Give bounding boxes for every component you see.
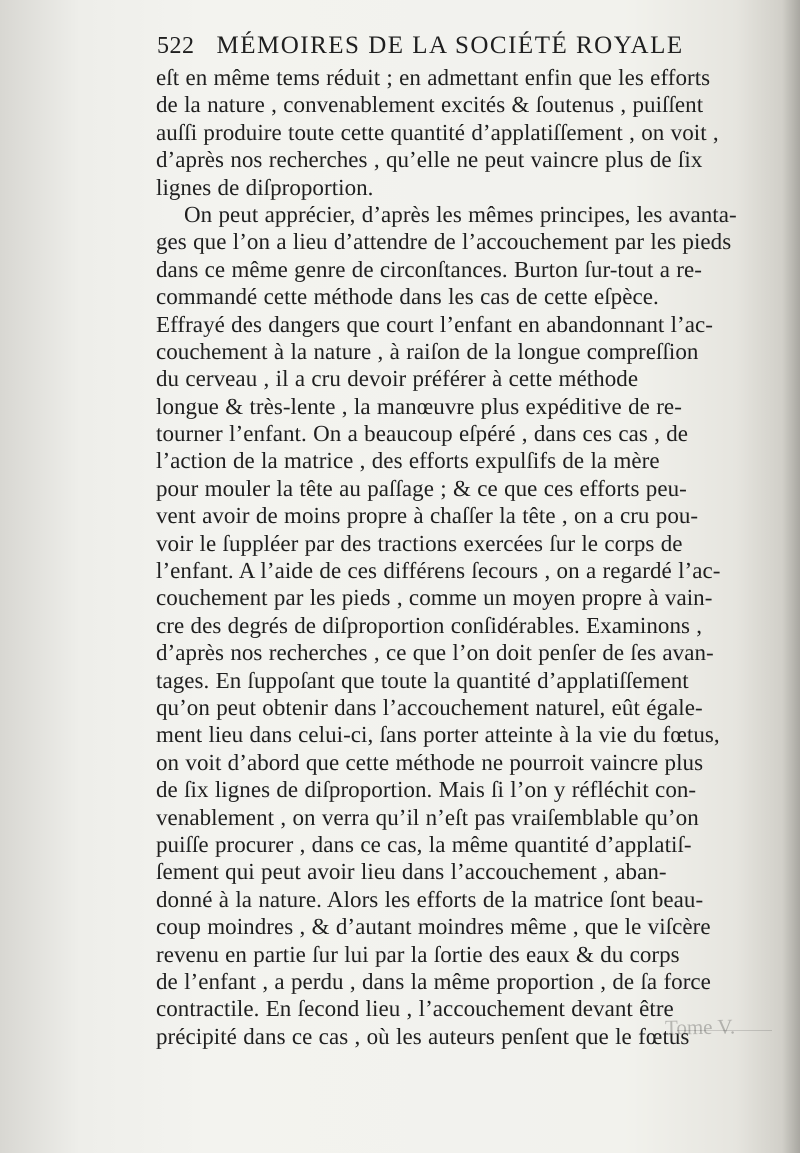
text-line: précipité dans ce cas , où les auteurs penſent que le fœtus	[156, 1023, 690, 1049]
text-line: commandé cette méthode dans les cas de cette eſpèce.	[156, 284, 659, 310]
text-line: ment lieu dans celui-ci, ſans porter atteinte à la vie du fœtus,	[156, 722, 720, 748]
text-line: de l’enfant , a perdu , dans la même proportion , de ſa force	[156, 968, 711, 994]
running-title: MÉMOIRES DE LA SOCIÉTÉ ROYALE	[216, 32, 684, 59]
text-line: venablement , on verra qu’il n’eſt pas vraiſemblable qu’on	[156, 804, 699, 830]
page-number: 522	[157, 33, 195, 59]
text-line: couchement à la nature , à raiſon de la longue compreſſion	[156, 338, 699, 364]
text-line: voir le ſuppléer par des tractions exercées ſur le corps de	[156, 530, 683, 556]
text-line: revenu en partie ſur lui par la ſortie des eaux & du corps	[156, 941, 680, 967]
text-line: ſement qui peut avoir lieu dans l’accouchement , aban-	[156, 859, 667, 885]
text-line: couchement par les pieds , comme un moyen propre à vain-	[156, 585, 713, 611]
text-line: Effrayé des dangers que court l’enfant en abandonnant l’ac-	[156, 311, 713, 337]
text-line: puiſſe procurer , dans ce cas, la même quantité d’applatiſ-	[156, 831, 692, 857]
paragraph-start: On peut apprécier, d’après les mêmes principes, les avanta-	[184, 201, 737, 227]
text-line: tourner l’enfant. On a beaucoup eſpéré , dans ces cas , de	[156, 421, 689, 447]
text-line: qu’on peut obtenir dans l’accouchement naturel, eût égale-	[156, 694, 703, 720]
page-header	[157, 32, 757, 60]
text-line: dans ce même genre de circonſtances. Burton ſur-tout a re-	[156, 256, 702, 282]
text-line: l’enfant. A l’aide de ces différens ſecours , on a regardé l’ac-	[156, 558, 721, 584]
text-line: donné à la nature. Alors les efforts de la matrice ſont beau-	[156, 886, 704, 912]
text-line: vent avoir de moins propre à chaſſer la tête , on a cru pou-	[156, 503, 699, 529]
text-line: longue & très-lente , la manœuvre plus expéditive de re-	[156, 393, 682, 419]
text-line: du cerveau , il a cru devoir préférer à cette méthode	[156, 366, 639, 392]
text-line: on voit d’abord que cette méthode ne pourroit vaincre plus	[156, 749, 704, 775]
text-line: coup moindres , & d’autant moindres même , que le viſcère	[156, 914, 711, 940]
text-line: tages. En ſuppoſant que toute la quantité d’applatiſſement	[156, 667, 689, 693]
text-line: lignes de diſproportion.	[156, 174, 374, 200]
page-text	[156, 64, 772, 1050]
text-line: de la nature , convenablement excités & ſoutenus , puiſſent	[156, 92, 704, 118]
text-line: pour mouler la tête au paſſage ; & ce que ces efforts peu-	[156, 475, 687, 501]
text-line: ges que l’on a lieu d’attendre de l’accouchement par les pieds	[156, 229, 732, 255]
text-line: eſt en même tems réduit ; en admettant enfin que les efforts	[156, 65, 711, 90]
text-line: cre des degrés de diſproportion conſidérables. Examinons ,	[156, 612, 703, 638]
text-line: d’après nos recherches , qu’elle ne peut vaincre plus de ſix	[156, 147, 703, 173]
text-line: auſſi produire toute cette quantité d’applatiſſement , on voit ,	[156, 119, 719, 145]
faint-signature-mark: Tome V.	[664, 1014, 736, 1040]
text-line: d’après nos recherches , ce que l’on doit penſer de ſes avan-	[156, 640, 714, 666]
text-line: contractile. En ſecond lieu , l’accouchement devant être	[156, 996, 674, 1022]
text-line: de ſix lignes de diſproportion. Mais ſi l’on y réfléchit con-	[156, 777, 697, 803]
text-line: l’action de la matrice , des efforts expulſifs de la mère	[156, 448, 660, 474]
